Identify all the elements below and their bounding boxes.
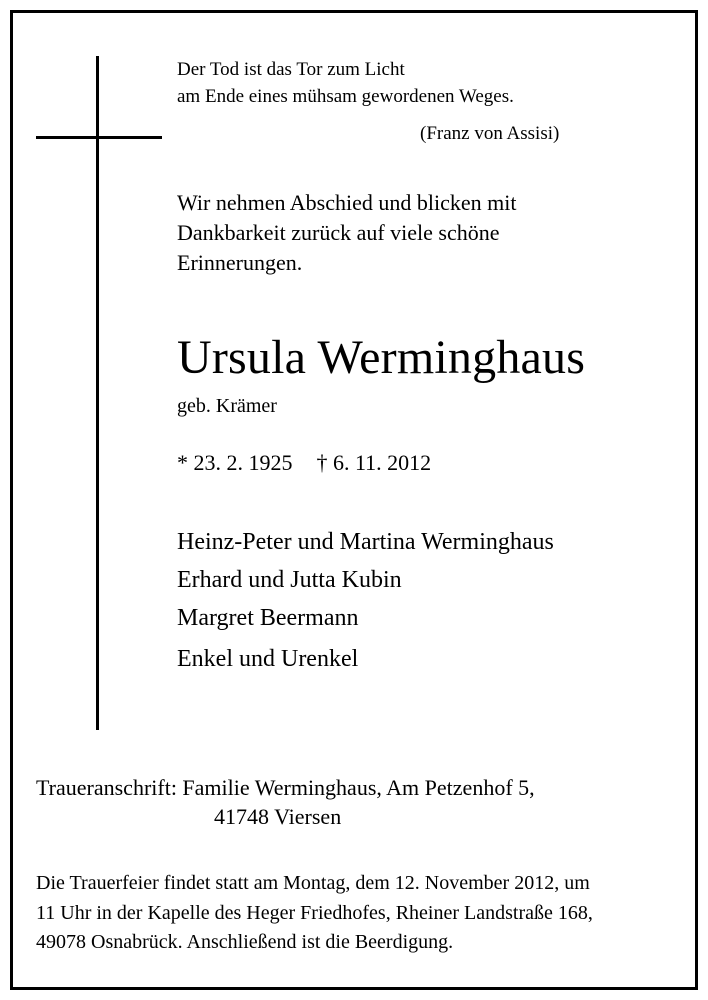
birth-date: * 23. 2. 1925: [177, 450, 293, 475]
ceremony-line-1: Die Trauerfeier findet statt am Montag, dem 12. November 2012, um: [36, 872, 590, 894]
notice-border: [10, 10, 698, 990]
maiden-name: geb. Krämer: [177, 395, 277, 417]
cross-horizontal-bar: [36, 136, 162, 139]
quote-line-1: Der Tod ist das Tor zum Licht: [177, 59, 405, 80]
quote-line-2: am Ende eines mühsam gewordenen Weges.: [177, 86, 514, 107]
ceremony-line-2: 11 Uhr in der Kapelle des Heger Friedhofes, Rheiner Landstraße 168,: [36, 902, 593, 924]
mourner-line: Margret Beermann: [177, 605, 359, 631]
death-date: † 6. 11. 2012: [316, 450, 432, 475]
cross-vertical-bar: [96, 56, 99, 730]
quote-attribution: (Franz von Assisi): [420, 123, 560, 144]
intro-line-2: Dankbarkeit zurück auf viele schöne: [177, 220, 500, 245]
mourner-line: Enkel und Urenkel: [177, 646, 359, 672]
intro-line-3: Erinnerungen.: [177, 250, 303, 275]
address-line-2: 41748 Viersen: [214, 804, 342, 829]
life-dates: [177, 452, 431, 474]
intro-line-1: Wir nehmen Abschied und blicken mit: [177, 190, 517, 215]
mourner-line: Heinz-Peter und Martina Werminghaus: [177, 529, 554, 555]
ceremony-line-3: 49078 Osnabrück. Anschließend ist die Beerdigung.: [36, 931, 454, 953]
address-line-1: Traueranschrift: Familie Werminghaus, Am Petzenhof 5,: [36, 775, 535, 800]
deceased-name: Ursula Werminghaus: [177, 331, 586, 384]
mourner-line: Erhard und Jutta Kubin: [177, 567, 402, 593]
